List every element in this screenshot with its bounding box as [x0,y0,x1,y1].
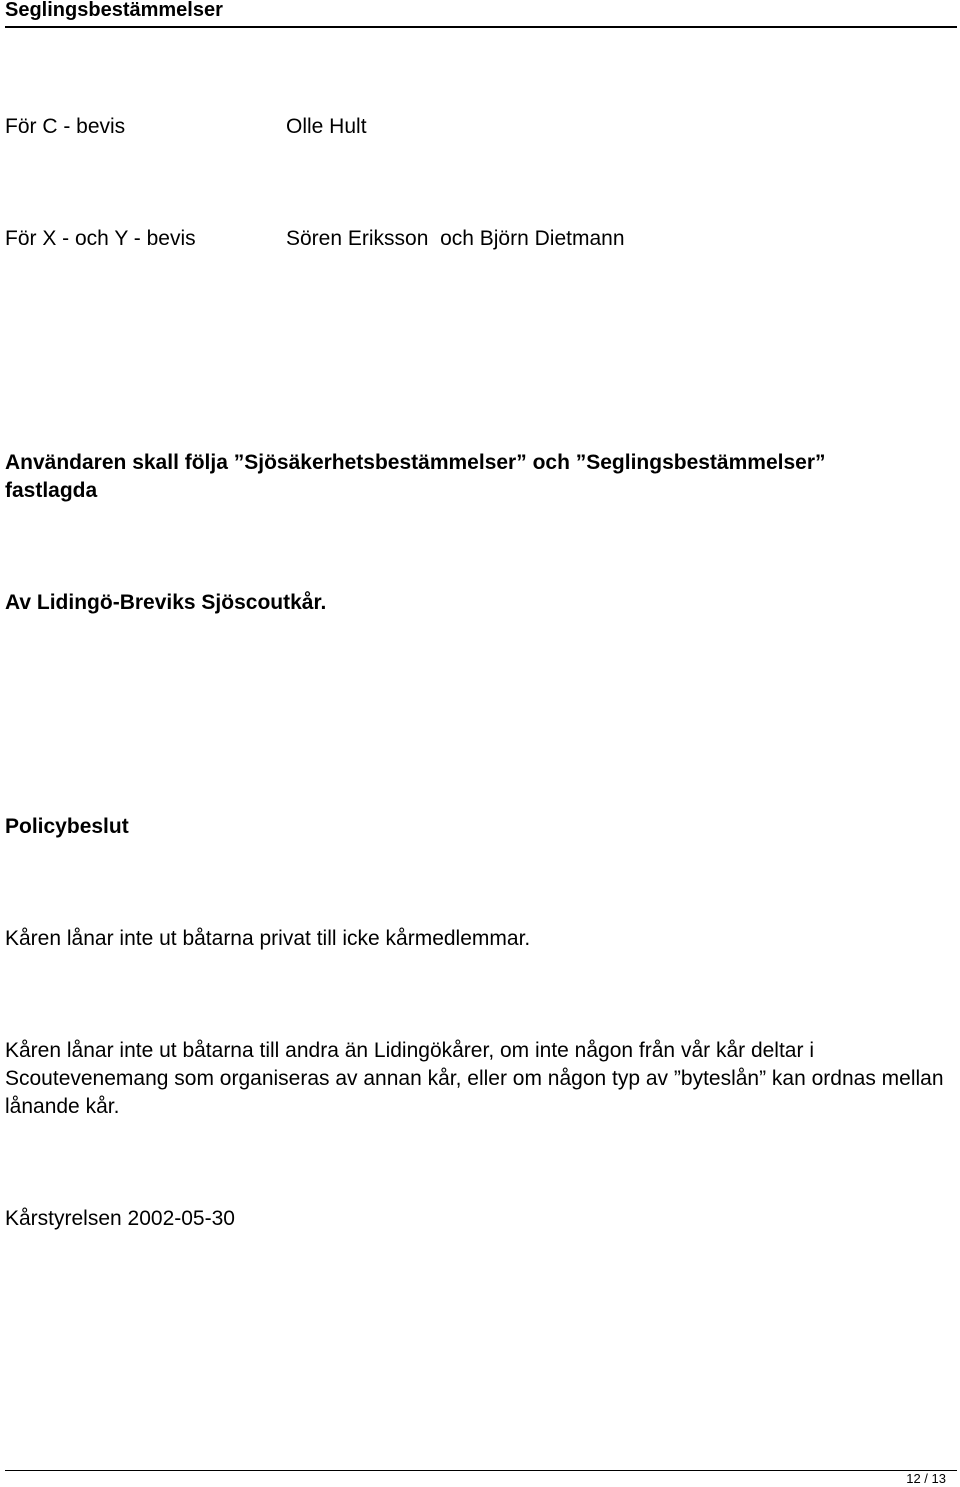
page-number: 12 / 13 [906,1471,946,1486]
policy-heading: Policybeslut [5,815,129,838]
policy-paragraph-1: Kåren lånar inte ut båtarna privat till icke kårmedlemmar. [5,927,531,950]
established-by: Av Lidingö-Breviks Sjöscoutkår. [5,591,327,614]
certificate-label: För X - och Y - bevis [5,227,196,250]
certificate-row-xy [5,226,625,252]
certificate-label: För C - bevis [5,115,126,138]
certificate-row-c [5,114,367,140]
policy-paragraph-2: Kåren lånar inte ut båtarna till andra än Lidingökårer, om inte någon från vår kår deltar i Scoutevenemang som organiseras av annan kår, eller om någon typ av ”byteslån” kan ordnas mellan lånande kår. [5,1039,944,1118]
policy-signature: Kårstyrelsen 2002-05-30 [5,1207,235,1230]
certificate-names: Olle Hult [286,115,367,138]
certificate-names: Sören Eriksson och Björn Dietmann [286,227,625,250]
header-divider [5,26,957,28]
rules-statement: Användaren skall följa ”Sjösäkerhetsbestämmelser” och ”Seglingsbestämmelser” fastlagda [5,451,826,502]
document-title: Seglingsbestämmelser [5,0,223,21]
footer-divider [5,1470,957,1471]
